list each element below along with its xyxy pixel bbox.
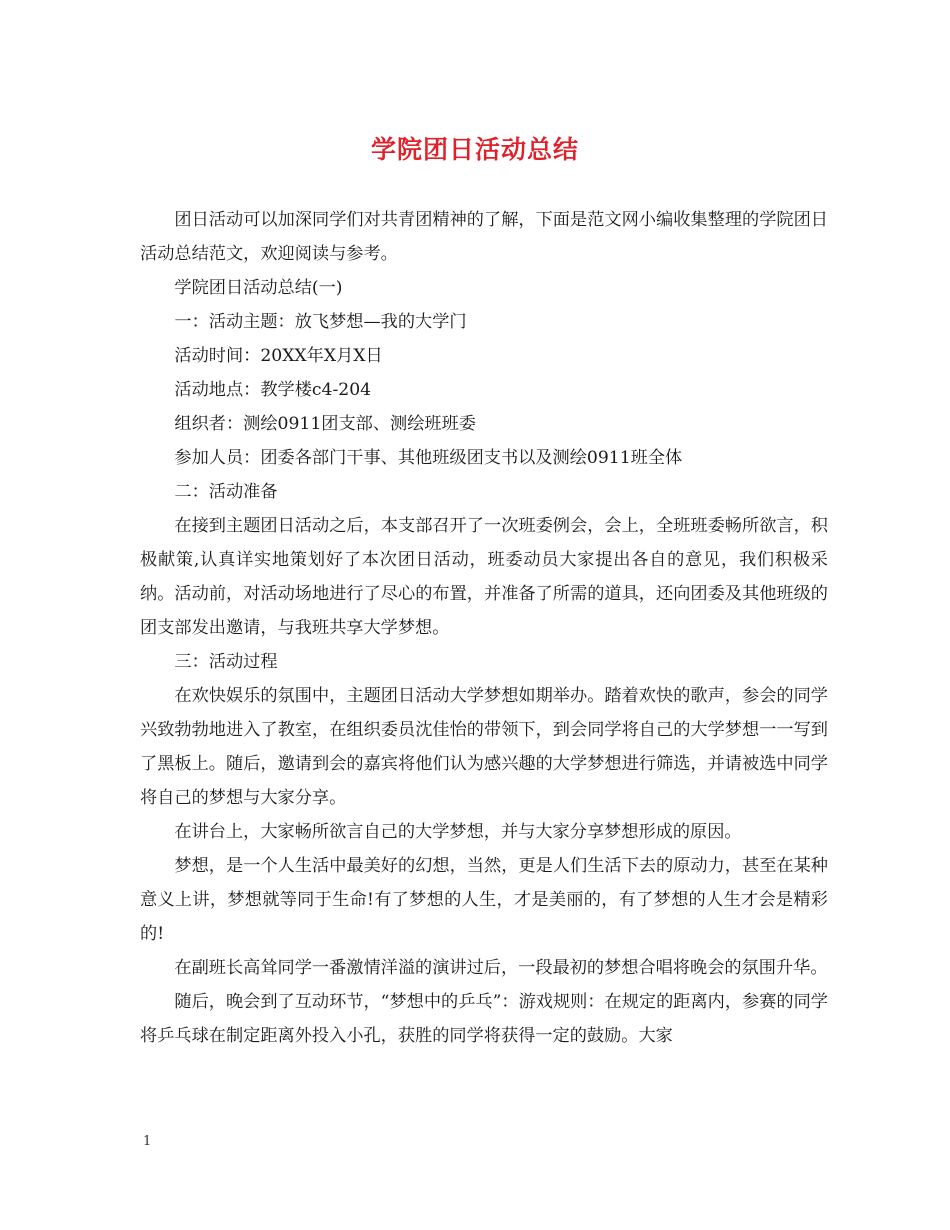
paragraph-speech: 在副班长高耸同学一番激情洋溢的演讲过后，一段最初的梦想合唱将晚会的氛围升华。 (174, 958, 828, 978)
paragraph-preparation-heading: 二：活动准备 (174, 482, 278, 502)
paragraph-location: 活动地点：教学楼c4-204 (174, 380, 372, 400)
paragraph-section-heading: 学院团日活动总结(一) (174, 278, 343, 298)
paragraph-theme: 一：活动主题：放飞梦想—我的大学门 (174, 312, 467, 332)
document-title: 学院团日活动总结 (370, 135, 579, 164)
paragraph-organizer: 组织者：测绘0911团支部、测绘班班委 (174, 414, 476, 434)
paragraph-interaction: 随后，晚会到了互动环节，“梦想中的乒乓”：游戏规则：在规定的距离内，参赛的同学将乒乓球在制定距离外投入小孔，获胜的同学将获得一定的鼓励。大家 (140, 992, 828, 1046)
paragraph-process-2: 在讲台上，大家畅所欲言自己的大学梦想，并与大家分享梦想形成的原因。 (174, 822, 742, 842)
paragraph-participants: 参加人员：团委各部门干事、其他班级团支书以及测绘0911班全体 (174, 448, 683, 468)
document-body (140, 203, 828, 1053)
paragraph-time: 活动时间：20XX年X月X日 (174, 346, 383, 366)
paragraph-preparation: 在接到主题团日活动之后，本支部召开了一次班委例会，会上，全班班委畅所欲言，积极献策,认真详实地策划好了本次团日活动，班委动员大家提出各自的意见，我们积极采纳。活动前，对活动场地进行了尽心的布置，并准备了所需的道具，还向团委及其他班级的团支部发出邀请，与我班共享大学梦想。 (140, 516, 828, 638)
paragraph-process-heading: 三：活动过程 (174, 652, 278, 672)
page-number: 1 (143, 1134, 152, 1149)
paragraph-process-1: 在欢快娱乐的氛围中，主题团日活动大学梦想如期举办。踏着欢快的歌声，参会的同学兴致勃勃地进入了教室，在组织委员沈佳怡的带领下，到会同学将自己的大学梦想一一写到了黑板上。随后，邀请到会的嘉宾将他们认为感兴趣的大学梦想进行筛选，并请被选中同学将自己的梦想与大家分享。 (140, 686, 828, 808)
paragraph-intro: 团日活动可以加深同学们对共青团精神的了解，下面是范文网小编收集整理的学院团日活动总结范文，欢迎阅读与参考。 (140, 210, 828, 264)
paragraph-dream: 梦想，是一个人生活中最美好的幻想，当然，更是人们生活下去的原动力，甚至在某种意义上讲，梦想就等同于生命!有了梦想的人生，才是美丽的，有了梦想的人生才会是精彩的! (140, 856, 828, 944)
